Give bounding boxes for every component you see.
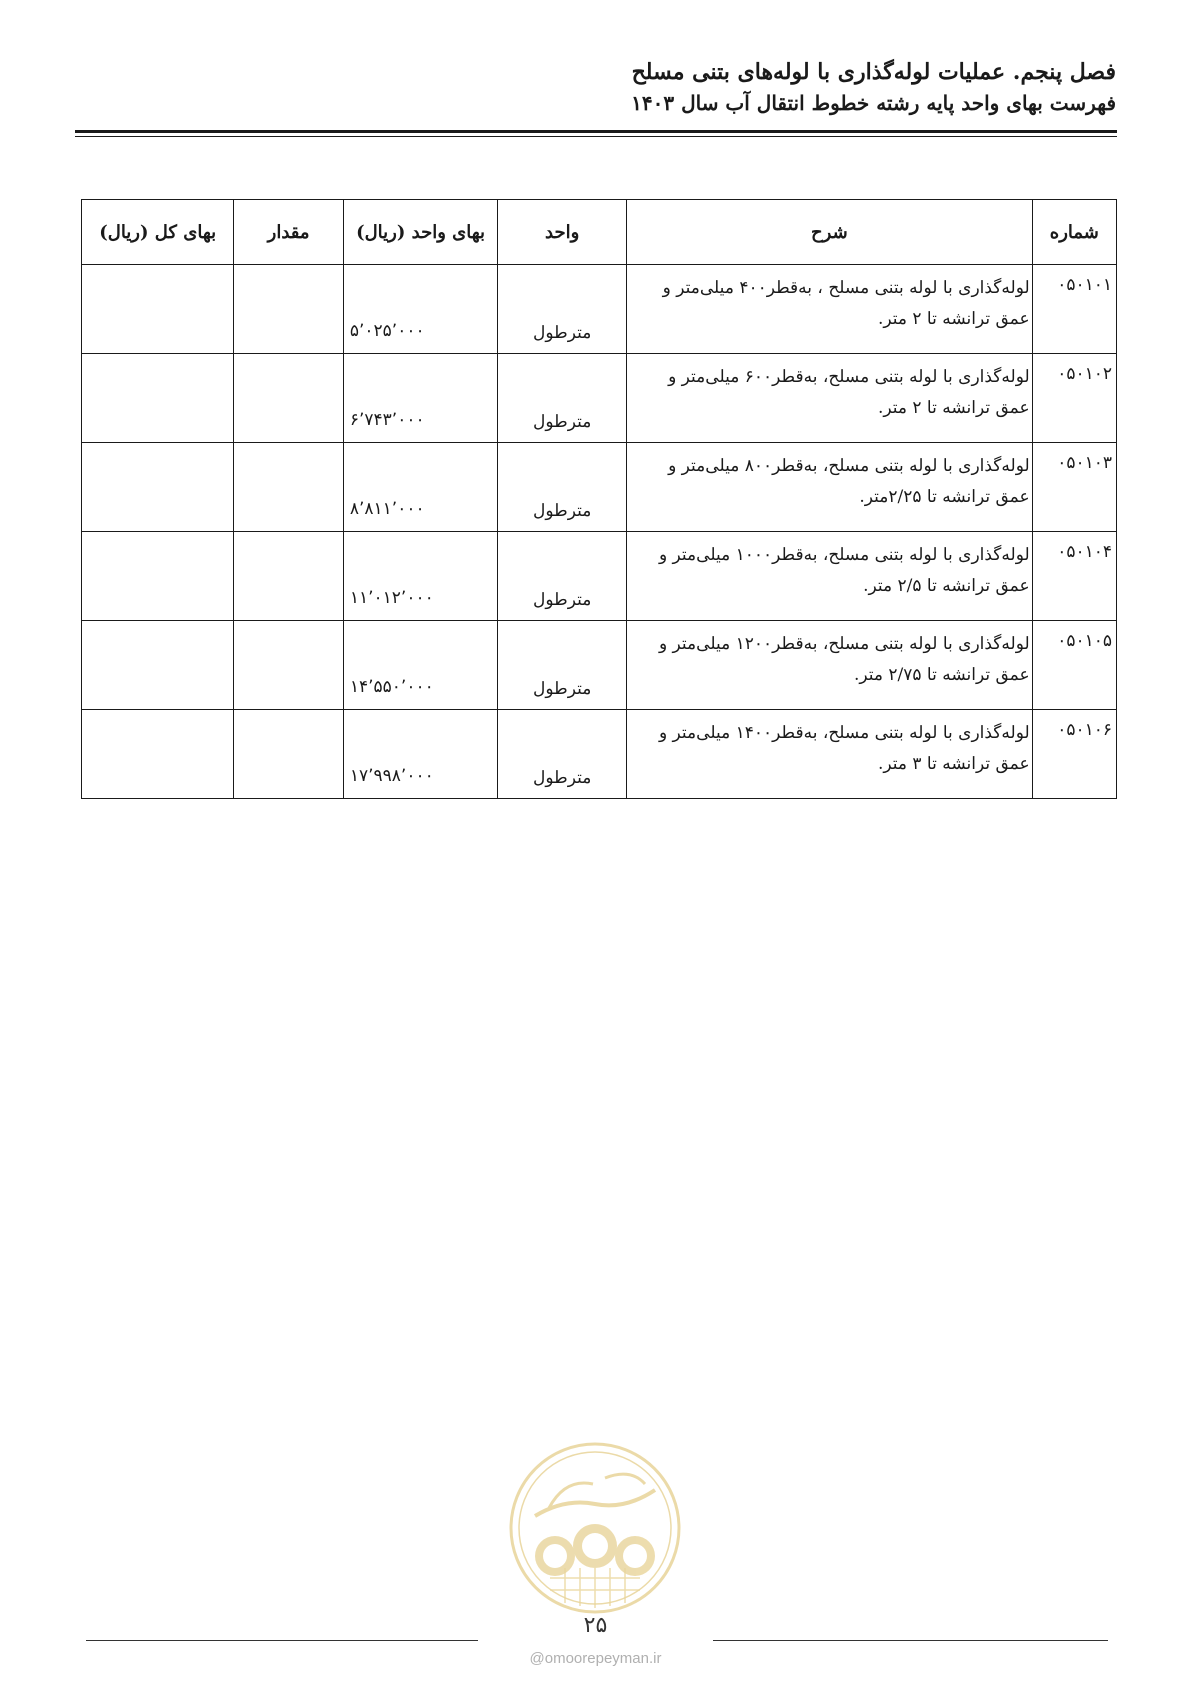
cell-unit-price: ۸٬۸۱۱٬۰۰۰ (343, 443, 497, 532)
cell-unit: مترطول (498, 621, 627, 710)
watermark-logo (505, 1438, 685, 1618)
table-body (82, 265, 1117, 799)
cell-description: لوله‌گذاری با لوله بتنی مسلح، به‌قطر۸۰۰ میلی‌متر و عمق ترانشه تا ۲/۲۵متر. (627, 443, 1033, 532)
cell-unit: مترطول (498, 354, 627, 443)
cell-unit: مترطول (498, 532, 627, 621)
footer-rule-right (713, 1640, 1108, 1641)
cell-total-price (82, 265, 234, 354)
page-header (631, 56, 1116, 118)
cell-quantity (234, 532, 344, 621)
cell-unit-price: ۱۱٬۰۱۲٬۰۰۰ (343, 532, 497, 621)
cell-description: لوله‌گذاری با لوله بتنی مسلح، به‌قطر۱۰۰۰ میلی‌متر و عمق ترانشه تا ۲/۵ متر. (627, 532, 1033, 621)
website-watermark: @omoorepeyman.ir (529, 1650, 662, 1667)
cell-unit-price: ۱۴٬۵۵۰٬۰۰۰ (343, 621, 497, 710)
table-row (82, 532, 1117, 621)
cell-quantity (234, 354, 344, 443)
header-unit-price: بهای واحد (ریال) (343, 200, 497, 265)
cell-number: ۰۵۰۱۰۵ (1032, 621, 1116, 710)
table-row (82, 354, 1117, 443)
cell-description: لوله‌گذاری با لوله بتنی مسلح، به‌قطر۱۲۰۰ میلی‌متر و عمق ترانشه تا ۲/۷۵ متر. (627, 621, 1033, 710)
cell-unit: مترطول (498, 443, 627, 532)
price-list-title: فهرست بهای واحد پایه رشته خطوط انتقال آب سال ۱۴۰۳ (631, 91, 1116, 115)
price-table (81, 199, 1117, 799)
header-total-price: بهای کل (ریال) (82, 200, 234, 265)
cell-number: ۰۵۰۱۰۳ (1032, 443, 1116, 532)
header-divider-thin (75, 136, 1117, 137)
cell-unit-price: ۵٬۰۲۵٬۰۰۰ (343, 265, 497, 354)
cell-number: ۰۵۰۱۰۴ (1032, 532, 1116, 621)
cell-quantity (234, 443, 344, 532)
table-header-row (82, 200, 1117, 265)
header-number: شماره (1032, 200, 1116, 265)
cell-number: ۰۵۰۱۰۶ (1032, 710, 1116, 799)
table-row (82, 621, 1117, 710)
header-divider (75, 130, 1117, 133)
chapter-title: فصل پنجم. عملیات لوله‌گذاری با لوله‌های بتنی مسلح (631, 59, 1116, 85)
cell-description: لوله‌گذاری با لوله بتنی مسلح، به‌قطر۶۰۰ میلی‌متر و عمق ترانشه تا ۲ متر. (627, 354, 1033, 443)
cell-quantity (234, 621, 344, 710)
cell-quantity (234, 265, 344, 354)
header-unit: واحد (498, 200, 627, 265)
cell-description: لوله‌گذاری با لوله بتنی مسلح، به‌قطر۱۴۰۰ میلی‌متر و عمق ترانشه تا ۳ متر. (627, 710, 1033, 799)
cell-unit-price: ۱۷٬۹۹۸٬۰۰۰ (343, 710, 497, 799)
table-row (82, 710, 1117, 799)
cell-number: ۰۵۰۱۰۱ (1032, 265, 1116, 354)
cell-total-price (82, 621, 234, 710)
cell-total-price (82, 532, 234, 621)
cell-unit: مترطول (498, 710, 627, 799)
cell-description: لوله‌گذاری با لوله بتنی مسلح ، به‌قطر۴۰۰ میلی‌متر و عمق ترانشه تا ۲ متر. (627, 265, 1033, 354)
cell-total-price (82, 710, 234, 799)
table-row (82, 443, 1117, 532)
cell-unit-price: ۶٬۷۴۳٬۰۰۰ (343, 354, 497, 443)
table-row (82, 265, 1117, 354)
header-quantity: مقدار (234, 200, 344, 265)
cell-total-price (82, 354, 234, 443)
page-number: ۲۵ (583, 1613, 608, 1638)
cell-number: ۰۵۰۱۰۲ (1032, 354, 1116, 443)
cell-quantity (234, 710, 344, 799)
footer-rule-left (86, 1640, 478, 1641)
header-description: شرح (627, 200, 1033, 265)
cell-unit: مترطول (498, 265, 627, 354)
cell-total-price (82, 443, 234, 532)
